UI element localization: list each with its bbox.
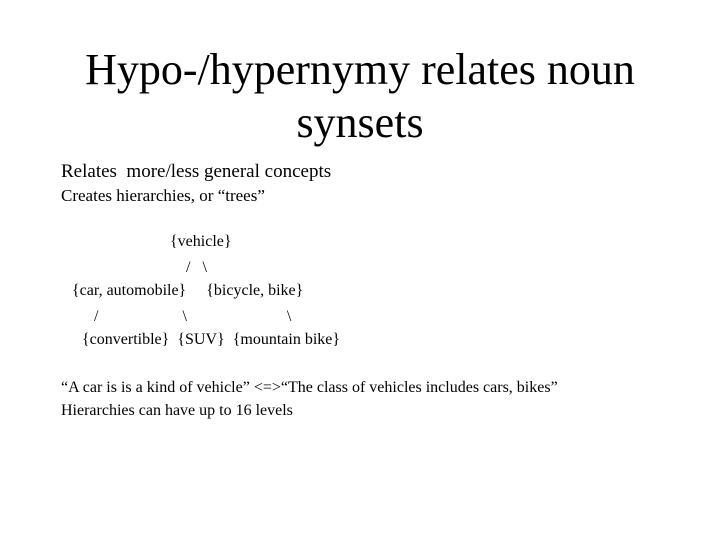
tree-nodes-level-1: {car, automobile} {bicycle, bike} xyxy=(72,282,304,299)
slide-title-line-1: Hypo-/hypernymy relates noun xyxy=(85,45,635,94)
tree-branches-level-1: / \ xyxy=(186,259,207,276)
tree-nodes-level-2: {convertible} {SUV} {mountain bike} xyxy=(82,331,341,348)
bullet-hierarchy-levels: Hierarchies can have up to 16 levels xyxy=(61,402,293,419)
tree-branches-level-2: / \ \ xyxy=(94,308,292,325)
slide-title-line-2: synsets xyxy=(296,98,424,147)
tree-root-vehicle: {vehicle} xyxy=(170,233,232,250)
bullet-general-concepts: Relates more/less general concepts xyxy=(61,161,332,182)
bullet-car-kind-of-vehicle: “A car is is a kind of vehicle” <=>“The class of vehicles includes cars, bikes” xyxy=(61,379,558,396)
bullet-hierarchies-trees: Creates hierarchies, or “trees” xyxy=(61,186,265,205)
